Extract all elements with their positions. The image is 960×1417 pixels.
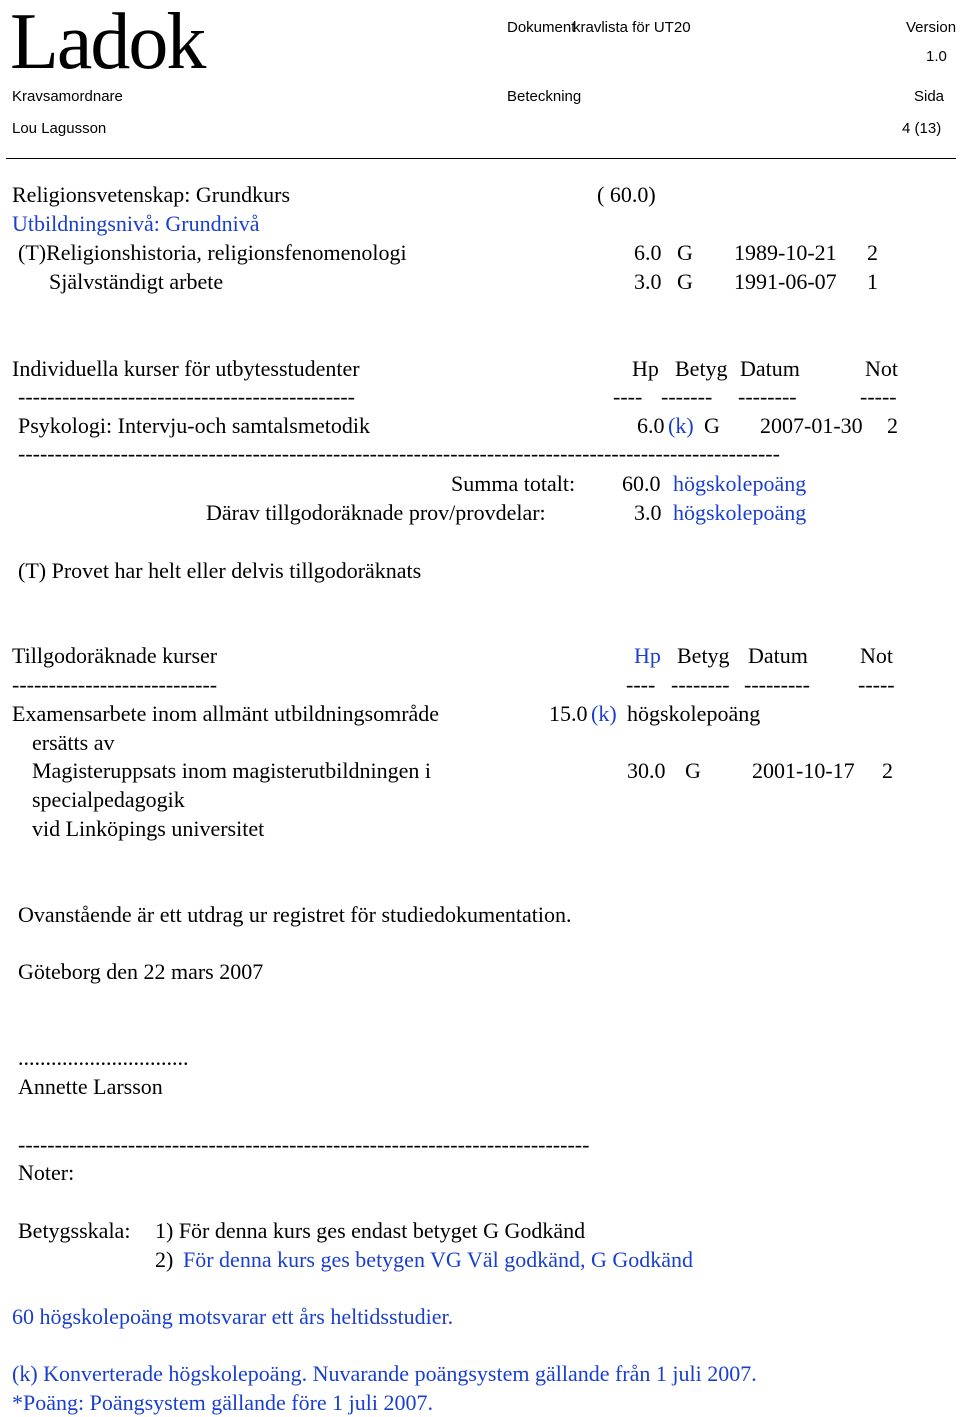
signature-dots: ...............................: [18, 1045, 189, 1070]
star-info: *Poäng: Poängsystem gällande före 1 juli 2007.: [12, 1390, 433, 1415]
notes-label: Noter:: [18, 1160, 75, 1185]
dash-name: ----------------------------------------------: [18, 384, 356, 409]
row-note: 2: [867, 240, 878, 265]
new-date: 2001-10-17: [752, 758, 855, 783]
replaced-by: ersätts av: [32, 730, 115, 755]
row-date: 1991-06-07: [734, 269, 837, 294]
credited-courses-title: Tillgodoräknade kurser: [12, 643, 218, 668]
row-course-name: (T)Religionshistoria, religionsfenomenologi: [18, 240, 407, 265]
dash-grade: -------: [661, 384, 713, 409]
dash-date: --------: [738, 384, 797, 409]
col-grade: Betyg: [675, 356, 728, 381]
statement: Ovanstående är ett utdrag ur registret för studiedokumentation.: [18, 902, 572, 927]
long-dash-divider: --------------------------------------------------------------------------------------------------------: [18, 441, 780, 466]
row-grade: G: [704, 413, 720, 438]
credited-label: Därav tillgodoräknade prov/provdelar:: [206, 500, 546, 525]
new-course-line2: specialpedagogik: [32, 787, 185, 812]
col-hp: Hp: [632, 356, 659, 381]
person-name: Lou Lagusson: [12, 120, 107, 137]
original-unit: högskolepoäng: [627, 701, 761, 726]
new-note: 2: [882, 758, 893, 783]
kravsamordnare-label: Kravsamordnare: [12, 88, 123, 105]
version-value: 1.0: [926, 48, 947, 65]
new-course-line1: Magisteruppsats inom magisterutbildningen i: [32, 758, 432, 783]
header-divider: [6, 158, 956, 159]
footnote-t: (T) Provet har helt eller delvis tillgodoräknats: [18, 558, 422, 583]
col-hp: Hp: [634, 643, 661, 668]
credited-unit: högskolepoäng: [673, 500, 807, 525]
row-note: 1: [867, 269, 878, 294]
new-hp: 30.0: [627, 758, 666, 783]
k-info: (k) Konverterade högskolepoäng. Nuvarande poängsystem gällande från 1 juli 2007.: [12, 1361, 757, 1386]
notes-divider: ------------------------------------------------------------------------------: [18, 1132, 590, 1157]
row-grade: G: [677, 269, 693, 294]
row-course-name: Psykologi: Intervju-och samtalsmetodik: [18, 413, 370, 438]
dash-hp: ----: [626, 672, 656, 697]
row-note: 2: [887, 413, 898, 438]
education-level: Utbildningsnivå: Grundnivå: [12, 211, 260, 236]
sum-unit: högskolepoäng: [673, 471, 807, 496]
grade-scale-2-text: För denna kurs ges betygen VG Väl godkänd, G Godkänd: [183, 1247, 693, 1272]
row-course-name: Självständigt arbete: [49, 269, 224, 294]
col-note: Not: [860, 643, 893, 668]
beteckning-label: Beteckning: [507, 88, 582, 105]
row-converted-marker: (k): [668, 413, 694, 438]
signatory: Annette Larsson: [18, 1074, 163, 1099]
doc-name: kravlista för UT20: [573, 19, 691, 36]
dash-name: ----------------------------: [12, 672, 218, 697]
row-hp: 3.0: [634, 269, 662, 294]
col-note: Not: [865, 356, 898, 381]
grade-scale-2-number: 2): [155, 1247, 174, 1272]
col-date: Datum: [740, 356, 800, 381]
original-converted-marker: (k): [591, 701, 617, 726]
ladok-logo: Ladok: [10, 0, 205, 86]
version-label: Version: [906, 19, 957, 36]
course-hp: ( 60.0): [597, 182, 656, 207]
row-hp: 6.0: [634, 240, 662, 265]
hp-info: 60 högskolepoäng motsvarar ett års heltidsstudier.: [12, 1304, 454, 1329]
sida-label: Sida: [914, 88, 945, 105]
dash-grade: --------: [671, 672, 730, 697]
original-course: Examensarbete inom allmänt utbildningsområde: [12, 701, 440, 726]
col-date: Datum: [748, 643, 808, 668]
sum-value: 60.0: [622, 471, 661, 496]
sum-label: Summa totalt:: [451, 471, 576, 496]
original-hp: 15.0: [549, 701, 588, 726]
row-date: 1989-10-21: [734, 240, 837, 265]
doc-label: Dokument: [507, 19, 576, 36]
dash-hp: ----: [613, 384, 643, 409]
new-course-line3: vid Linköpings universitet: [32, 816, 265, 841]
place-date: Göteborg den 22 mars 2007: [18, 959, 264, 984]
row-grade: G: [677, 240, 693, 265]
exchange-courses-title: Individuella kurser för utbytesstudenter: [12, 356, 360, 381]
course-title: Religionsvetenskap: Grundkurs: [12, 182, 291, 207]
dash-date: ---------: [744, 672, 810, 697]
dash-note: -----: [858, 672, 895, 697]
row-date: 2007-01-30: [760, 413, 863, 438]
new-grade: G: [685, 758, 701, 783]
grade-scale-1: 1) För denna kurs ges endast betyget G Godkänd: [155, 1218, 586, 1243]
dash-note: -----: [860, 384, 897, 409]
row-hp: 6.0: [637, 413, 665, 438]
page-number: 4 (13): [902, 120, 942, 137]
grade-scale-label: Betygsskala:: [18, 1218, 131, 1243]
credited-value: 3.0: [634, 500, 662, 525]
col-grade: Betyg: [677, 643, 730, 668]
